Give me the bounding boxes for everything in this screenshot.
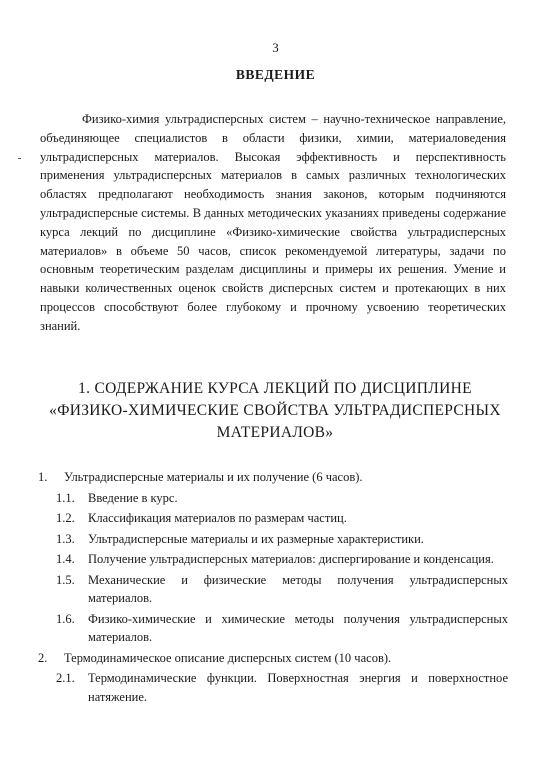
- item-number: 2.1.: [56, 671, 75, 685]
- section-heading: [30, 378, 520, 444]
- item-number: 1.6.: [56, 611, 75, 626]
- list-item: [56, 610, 508, 647]
- intro-heading: ВВЕДЕНИЕ: [235, 67, 316, 82]
- item-text: Механические и физические методы получения ультрадисперсных материалов.: [88, 572, 508, 605]
- list-item: [56, 669, 508, 706]
- item-number: 1.3.: [56, 531, 75, 546]
- item-number: 1.: [38, 470, 48, 484]
- list-item: [56, 550, 508, 569]
- page-number: 3: [272, 40, 279, 55]
- item-text: Термодинамические функции. Поверхностная энергия и поверхностное натяжение.: [88, 671, 508, 704]
- list-item: [56, 489, 508, 508]
- intro-paragraph: Физико-химия ультрадисперсных систем – научно-техническое направление, объединяющее специалистов в области физики, химии, материаловедения ультрадисперсных материалов. Высокая эффективность и перспективность применения ультрадисперсных материалов в самых различных технологических областях предполагают необходимость знания законов, которым подчиняются ультрадисперсные системы. В данных методических указаниях приведены содержание курса лекций по дисциплине «Физико-химические свойства ультрадисперсных материалов» в объеме 50 часов, список рекомендуемой литературы, задачи по основным теоретическим разделам дисциплины и примеры их решения. Умение и навыки количественных оценок свойств дисперсных систем и протекающих в них процессов способствуют более глубокому и прочному усвоению теоретических знаний.: [40, 112, 506, 333]
- list-item: [56, 530, 508, 549]
- list-item: [38, 468, 508, 487]
- list-item: [56, 571, 508, 608]
- item-number: 1.1.: [56, 490, 75, 505]
- margin-mark: [18, 158, 21, 159]
- item-number: 1.2.: [56, 511, 75, 525]
- section-heading-line: 1. СОДЕРЖАНИЕ КУРСА ЛЕКЦИЙ ПО ДИСЦИПЛИНЕ: [78, 380, 472, 397]
- list-item: [38, 649, 508, 668]
- item-text: Термодинамическое описание дисперсных систем (10 часов).: [64, 650, 392, 665]
- section-heading-line: «ФИЗИКО-ХИМИЧЕСКИЕ СВОЙСТВА УЛЬТРАДИСПЕРСНЫХ: [49, 402, 501, 419]
- item-number: 1.4.: [56, 552, 75, 566]
- item-text: Введение в курс.: [88, 490, 178, 505]
- item-text: Классификация материалов по размерам частиц.: [88, 511, 347, 525]
- item-text: Ультрадисперсные материалы и их размерные характеристики.: [88, 531, 424, 546]
- section-heading-line: МАТЕРИАЛОВ»: [216, 424, 334, 441]
- item-text: Получение ультрадисперсных материалов: диспергирование и конденсация.: [88, 552, 494, 566]
- item-number: 2.: [38, 650, 48, 665]
- item-number: 1.5.: [56, 572, 75, 587]
- list-item: [56, 509, 508, 528]
- course-contents-list: [38, 468, 508, 708]
- item-text: Физико-химические и химические методы получения ультрадисперсных материалов.: [88, 611, 508, 644]
- item-text: Ультрадисперсные материалы и их получение (6 часов).: [64, 470, 363, 484]
